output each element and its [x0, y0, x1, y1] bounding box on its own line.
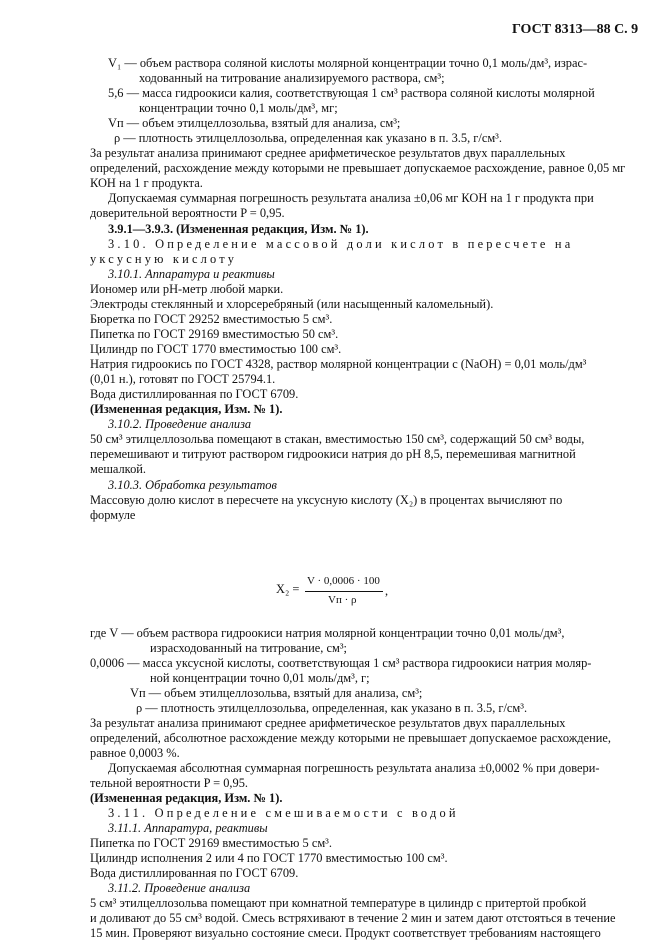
subsection-heading: 3.10.3. Обработка результатов	[108, 478, 277, 492]
paragraph-line: Бюретка по ГОСТ 29252 вместимостью 5 см³.	[90, 312, 333, 326]
paragraph-line: тельной вероятности P = 0,95.	[90, 776, 249, 790]
paragraph-line: 50 см³ этилцеллозольва помещают в стакан, вместимостью 150 см³, содержащий 50 см³ воды,	[90, 432, 585, 446]
paragraph-line: За результат анализа принимают среднее арифметическое результатов двух параллельных	[90, 716, 566, 730]
paragraph-line: 5 см³ этилцеллозольва помещают при комнатной температуре в цилиндр с притертой пробкой	[90, 896, 587, 910]
def-56-cont: концентрации точно 0,1 моль/дм³, мг;	[139, 101, 338, 115]
paragraph-line: Допускаемая суммарная погрешность результата анализа ±0,06 мг КОН на 1 г продукта при	[108, 191, 594, 205]
paragraph-line: Массовую долю кислот в пересчете на уксусную кислоту (X₂) в процентах вычисляют по	[90, 493, 563, 507]
amendment-note: 3.9.1—3.9.3. (Измененная редакция, Изм. № 1).	[108, 222, 369, 236]
subsection-heading: 3.11.1. Аппаратура, реактивы	[108, 821, 268, 835]
def-vp: Vп — объем этилцеллозольва, взятый для анализа, см³;	[130, 686, 423, 700]
paragraph-line: За результат анализа принимают среднее арифметическое результатов двух параллельных	[90, 146, 566, 160]
amendment-note: (Измененная редакция, Изм. № 1).	[90, 791, 283, 805]
section-heading-cont: уксусную кислоту	[90, 252, 238, 266]
section-heading: 3.11. Определение смешиваемости с водой	[108, 806, 459, 820]
def-v1: V₁ — объем раствора соляной кислоты молярной концентрации точно 0,1 моль/дм³, израс-	[108, 56, 588, 70]
paragraph-line: определений, расхождение между которыми не превышает допускаемое расхождение, равное 0,05 мг	[90, 161, 626, 175]
def-rho: ρ — плотность этилцеллозольва, определенная как указано в п. 3.5, г/см³.	[114, 131, 502, 145]
paragraph-line: Натрия гидроокись по ГОСТ 4328, раствор молярной концентрации c (NaOH) = 0,01 моль/дм³	[90, 357, 587, 371]
subsection-heading: 3.11.2. Проведение анализа	[108, 881, 251, 895]
paragraph-line: 15 мин. Проверяют визуально состояние смеси. Продукт соответствует требованиям настоящего	[90, 926, 601, 940]
def-0006: 0,0006 — масса уксусной кислоты, соответствующая 1 см³ раствора гидроокиси натрия моляр-	[90, 656, 592, 670]
paragraph-line: Вода дистиллированная по ГОСТ 6709.	[90, 866, 299, 880]
paragraph-line: Цилиндр по ГОСТ 1770 вместимостью 100 см³.	[90, 342, 342, 356]
paragraph-line: Цилиндр исполнения 2 или 4 по ГОСТ 1770 вместимостью 100 см³.	[90, 851, 448, 865]
paragraph-line: мешалкой.	[90, 462, 146, 476]
page-header: ГОСТ 8313—88 С. 9	[512, 22, 639, 37]
def-0006-cont: ной концентрации точно 0,01 моль/дм³, г;	[150, 671, 370, 685]
paragraph-line: определений, абсолютное расхождение между которыми не превышает допускаемое расхождение,	[90, 731, 611, 745]
def-vp: Vп — объем этилцеллозольва, взятый для анализа, см³;	[108, 116, 401, 130]
paragraph-line: Допускаемая абсолютная суммарная погрешность результата анализа ±0,0002 % при довери-	[108, 761, 600, 775]
paragraph-line: Вода дистиллированная по ГОСТ 6709.	[90, 387, 299, 401]
paragraph-line: (0,01 н.), готовят по ГОСТ 25794.1.	[90, 372, 276, 386]
paragraph-line: равное 0,0003 %.	[90, 746, 180, 760]
paragraph-line: Пипетка по ГОСТ 29169 вместимостью 5 см³.	[90, 836, 332, 850]
formula-denominator: Vп · ρ	[328, 594, 357, 606]
subsection-heading: 3.10.1. Аппаратура и реактивы	[108, 267, 275, 281]
def-v: где V — объем раствора гидроокиси натрия молярной концентрации точно 0,01 моль/дм³,	[90, 626, 565, 640]
paragraph-line: КОН на 1 г продукта.	[90, 176, 203, 190]
paragraph-line: доверительной вероятности P = 0,95.	[90, 206, 285, 220]
formula-numerator: V · 0,0006 · 100	[307, 575, 380, 587]
fraction-bar	[305, 591, 383, 592]
amendment-note: (Измененная редакция, Изм. № 1).	[90, 402, 283, 416]
def-v1-cont: ходованный на титрование анализируемого раствора, см³;	[139, 71, 445, 85]
paragraph-line: перемешивают и титруют раствором гидроокиси натрия до рН 8,5, перемешивая магнитной	[90, 447, 576, 461]
def-v-cont: израсходованный на титрование, см³;	[150, 641, 347, 655]
paragraph-line: Пипетка по ГОСТ 29169 вместимостью 50 см³.	[90, 327, 339, 341]
def-rho: ρ — плотность этилцеллозольва, определенная, как указано в п. 3.5, г/см³.	[136, 701, 528, 715]
paragraph-line: и доливают до 55 см³ водой. Смесь встряхивают в течение 2 мин и затем дают отстояться в течение	[90, 911, 616, 925]
formula-tail: ,	[385, 584, 389, 598]
section-heading: 3.10. Определение массовой доли кислот в пересчете на	[108, 237, 574, 251]
paragraph-line: Электроды стеклянный и хлорсеребряный (или насыщенный каломельный).	[90, 297, 494, 311]
paragraph-line: формуле	[90, 508, 136, 522]
formula-lhs: X₂ =	[276, 582, 300, 596]
paragraph-line: Иономер или рН-метр любой марки.	[90, 282, 284, 296]
def-56: 5,6 — масса гидроокиси калия, соответствующая 1 см³ раствора соляной кислоты молярной	[108, 86, 595, 100]
subsection-heading: 3.10.2. Проведение анализа	[108, 417, 252, 431]
